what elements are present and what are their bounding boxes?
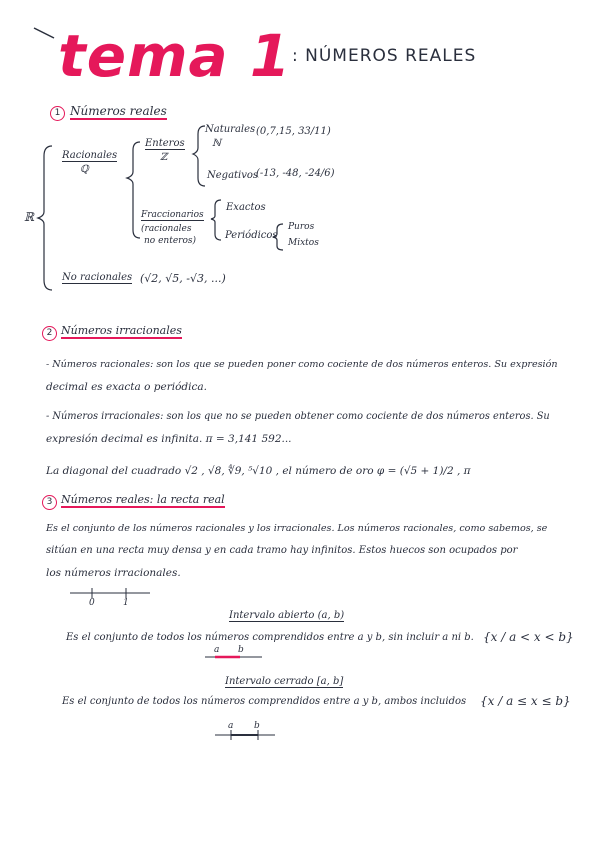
section-number-1: 1 xyxy=(50,106,65,121)
text-line: los números irracionales. xyxy=(46,567,181,579)
section-heading-2: Números irracionales xyxy=(61,324,182,337)
text-line: decimal es exacta o periódica. xyxy=(46,381,207,393)
text-line: sitúan en una recta muy densa y en cada tramo hay infinitos. Estos huecos son ocupados por xyxy=(46,545,518,556)
enteros-label: Enteros xyxy=(145,138,185,149)
section-heading-3: Números reales: la recta real xyxy=(61,493,225,506)
enteros-symbol: ℤ xyxy=(160,152,168,163)
intervalo-abierto-title: Intervalo abierto (a, b) xyxy=(229,610,345,621)
text-line: - Números irracionales: son los que no se pueden obtener como cociente de dos números enteros. Su xyxy=(46,411,550,422)
section-3-text xyxy=(46,518,591,584)
section-2-text xyxy=(46,354,591,482)
closed-label-b: b xyxy=(254,721,260,731)
no-racionales-examples: (√2, √5, -√3, ...) xyxy=(140,272,226,285)
puros-label: Puros xyxy=(288,222,315,232)
text-line: - Números racionales: son los que se pueden poner como cociente de dos números enteros. Su expresión xyxy=(46,359,558,370)
racionales-label: Racionales xyxy=(62,150,118,161)
axis-label-0: 0 xyxy=(89,598,95,608)
exactos-label: Exactos xyxy=(226,202,266,213)
naturales-symbol: ℕ xyxy=(212,138,222,149)
section-heading-1: Números reales xyxy=(70,104,167,118)
intervalo-cerrado-text: Es el conjunto de todos los números comprendidos entre a y b, ambos incluidos xyxy=(62,696,467,707)
intervalo-abierto-set: {x / a < x < b} xyxy=(483,630,574,644)
intervalo-cerrado-set: {x / a ≤ x ≤ b} xyxy=(480,694,571,708)
mixtos-label: Mixtos xyxy=(288,238,319,248)
closed-label-a: a xyxy=(228,721,234,731)
text-line: Es el conjunto de los números racionales y los irracionales. Los números racionales, como sabemos, se xyxy=(46,523,548,534)
page-subtitle: : NÚMEROS REALES xyxy=(292,46,477,66)
open-label-b: b xyxy=(238,645,244,655)
open-label-a: a xyxy=(214,645,220,655)
page-title: tema 1 xyxy=(58,22,292,90)
text-line: expresión decimal es infinita. π = 3,141 592... xyxy=(46,433,292,445)
racionales-symbol: ℚ xyxy=(80,164,89,175)
text-line: La diagonal del cuadrado √2 , √8, ∜9, ⁵√10 , el número de oro φ = (√5 + 1)/2 , π xyxy=(46,465,471,477)
reales-symbol: ℝ xyxy=(24,210,34,224)
intervalo-abierto-text: Es el conjunto de todos los números comprendidos entre a y b, sin incluir a ni b. xyxy=(66,632,474,643)
negativos-label: Negativos xyxy=(207,170,259,181)
axis-label-1: 1 xyxy=(123,598,129,608)
naturales-label: Naturales xyxy=(205,124,256,135)
fraccionarios-note-2: no enteros) xyxy=(144,236,196,246)
no-racionales-label: No racionales xyxy=(62,272,133,283)
naturales-examples: (0,7,15, 33/11) xyxy=(256,126,331,137)
section-number-2: 2 xyxy=(42,326,57,341)
section-number-3: 3 xyxy=(42,495,57,510)
fraccionarios-label: Fraccionarios xyxy=(141,210,204,220)
intervalo-cerrado-title: Intervalo cerrado [a, b] xyxy=(225,676,344,687)
negativos-examples: (-13, -48, -24/6) xyxy=(256,168,335,179)
periodicos-label: Periódicos xyxy=(225,230,278,241)
fraccionarios-note-1: (racionales xyxy=(141,224,192,234)
